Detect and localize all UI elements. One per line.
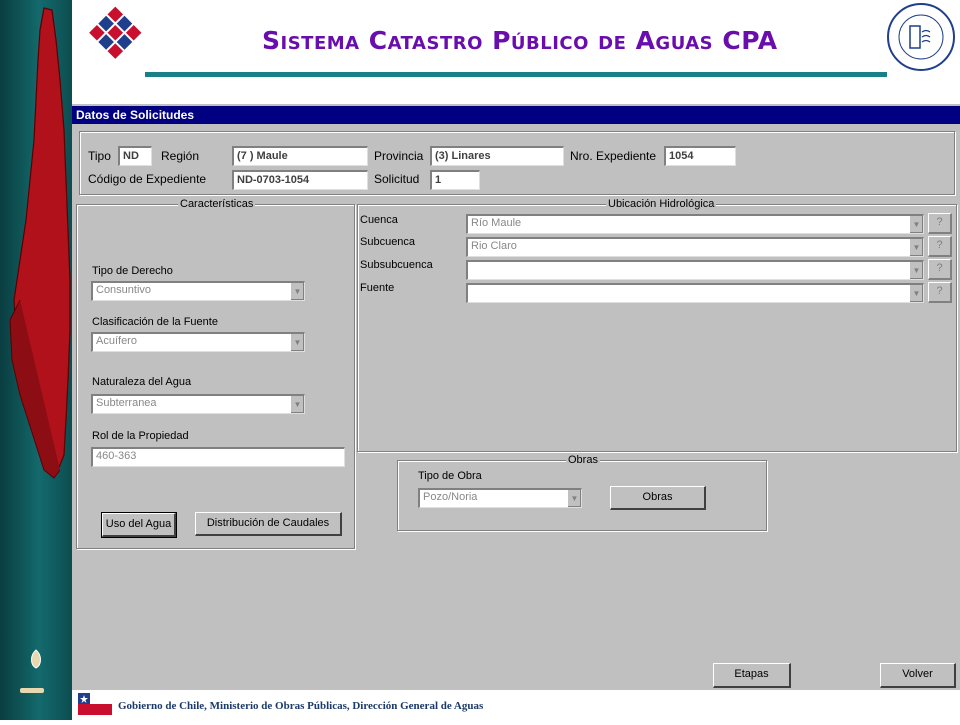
tipo-derecho-value: Consuntivo: [96, 284, 152, 296]
subcuenca-label: Subcuenca: [360, 236, 416, 248]
window-titlebar: [72, 106, 960, 124]
nro-expediente-label: Nro. Expediente: [570, 149, 657, 163]
title-divider: [145, 72, 887, 77]
cuenca-help-button[interactable]: ?: [928, 213, 952, 234]
caracteristicas-title: Características: [180, 198, 254, 210]
chevron-down-icon[interactable]: ▼: [290, 396, 304, 413]
tipo-derecho-select[interactable]: [91, 281, 305, 301]
subsubcuenca-label: Subsubcuenca: [360, 259, 433, 271]
footer-text: Gobierno de Chile, Ministerio de Obras Públicas, Dirección General de Aguas: [118, 700, 484, 712]
seal-text: [886, 62, 956, 63]
fuente-help-button[interactable]: ?: [928, 282, 952, 303]
clasificacion-fuente-label: Clasificación de la Fuente: [92, 316, 218, 328]
ubicacion-title: Ubicación Hidrológica: [608, 198, 715, 210]
window-title: Datos de Solicitudes: [76, 108, 195, 122]
subcuenca-select[interactable]: [466, 237, 924, 257]
tipo-label: Tipo: [88, 149, 111, 163]
subcuenca-help-button[interactable]: ?: [928, 236, 952, 257]
solicitud-field[interactable]: 1: [430, 170, 480, 190]
rol-propiedad-label: Rol de la Propiedad: [92, 430, 189, 442]
cuenca-value: Río Maule: [471, 217, 522, 229]
chevron-down-icon[interactable]: ▼: [290, 283, 304, 300]
tipo-obra-label: Tipo de Obra: [418, 470, 482, 482]
cuenca-select[interactable]: [466, 214, 924, 234]
tipo-obra-value: Pozo/Noria: [423, 491, 478, 503]
cuenca-label: Cuenca: [360, 214, 398, 226]
rol-propiedad-field[interactable]: 460-363: [91, 447, 345, 467]
volver-button[interactable]: Volver: [880, 663, 956, 688]
subcuenca-value: Rio Claro: [471, 240, 517, 252]
ministry-logo-icon: [80, 2, 152, 72]
codigo-expediente-label: Código de Expediente: [88, 172, 207, 186]
provincia-field[interactable]: (3) Linares: [430, 146, 564, 166]
provincia-label: Provincia: [374, 149, 424, 163]
subsubcuenca-select[interactable]: [466, 260, 924, 280]
chevron-down-icon[interactable]: ▼: [909, 262, 923, 279]
chevron-down-icon[interactable]: ▼: [290, 334, 304, 351]
fuente-select[interactable]: [466, 283, 924, 303]
fuente-label: Fuente: [360, 282, 395, 294]
distribucion-caudales-button[interactable]: Distribución de Caudales: [195, 512, 342, 536]
chevron-down-icon[interactable]: ▼: [909, 216, 923, 233]
codigo-expediente-field[interactable]: ND-0703-1054: [232, 170, 368, 190]
chevron-down-icon[interactable]: ▼: [909, 239, 923, 256]
subsubcuenca-help-button[interactable]: ?: [928, 259, 952, 280]
tipo-obra-select[interactable]: [418, 488, 582, 508]
naturaleza-agua-value: Subterranea: [96, 397, 157, 409]
chile-flag-icon: [78, 693, 112, 715]
dga-seal-icon: [886, 2, 956, 72]
etapas-button[interactable]: Etapas: [713, 663, 791, 688]
obras-title: Obras: [568, 454, 598, 466]
naturaleza-agua-label: Naturaleza del Agua: [92, 376, 192, 388]
solicitud-label: Solicitud: [374, 172, 420, 186]
page-title: Sistema Catastro Público de Aguas CPA: [262, 26, 778, 55]
clasificacion-fuente-value: Acuífero: [96, 335, 137, 347]
nro-expediente-field[interactable]: 1054: [664, 146, 736, 166]
naturaleza-agua-select[interactable]: [91, 394, 305, 414]
tipo-derecho-label: Tipo de Derecho: [92, 265, 173, 277]
region-label: Región: [161, 149, 200, 163]
obras-button[interactable]: Obras: [610, 486, 706, 510]
chevron-down-icon[interactable]: ▼: [909, 285, 923, 302]
chile-map-icon: [0, 0, 72, 720]
left-sidebar-strip: [0, 0, 72, 720]
chevron-down-icon[interactable]: ▼: [567, 490, 581, 507]
tipo-field[interactable]: ND: [118, 146, 152, 166]
uso-del-agua-button[interactable]: Uso del Agua: [102, 513, 176, 537]
clasificacion-fuente-select[interactable]: [91, 332, 305, 352]
region-field[interactable]: (7 ) Maule: [232, 146, 368, 166]
